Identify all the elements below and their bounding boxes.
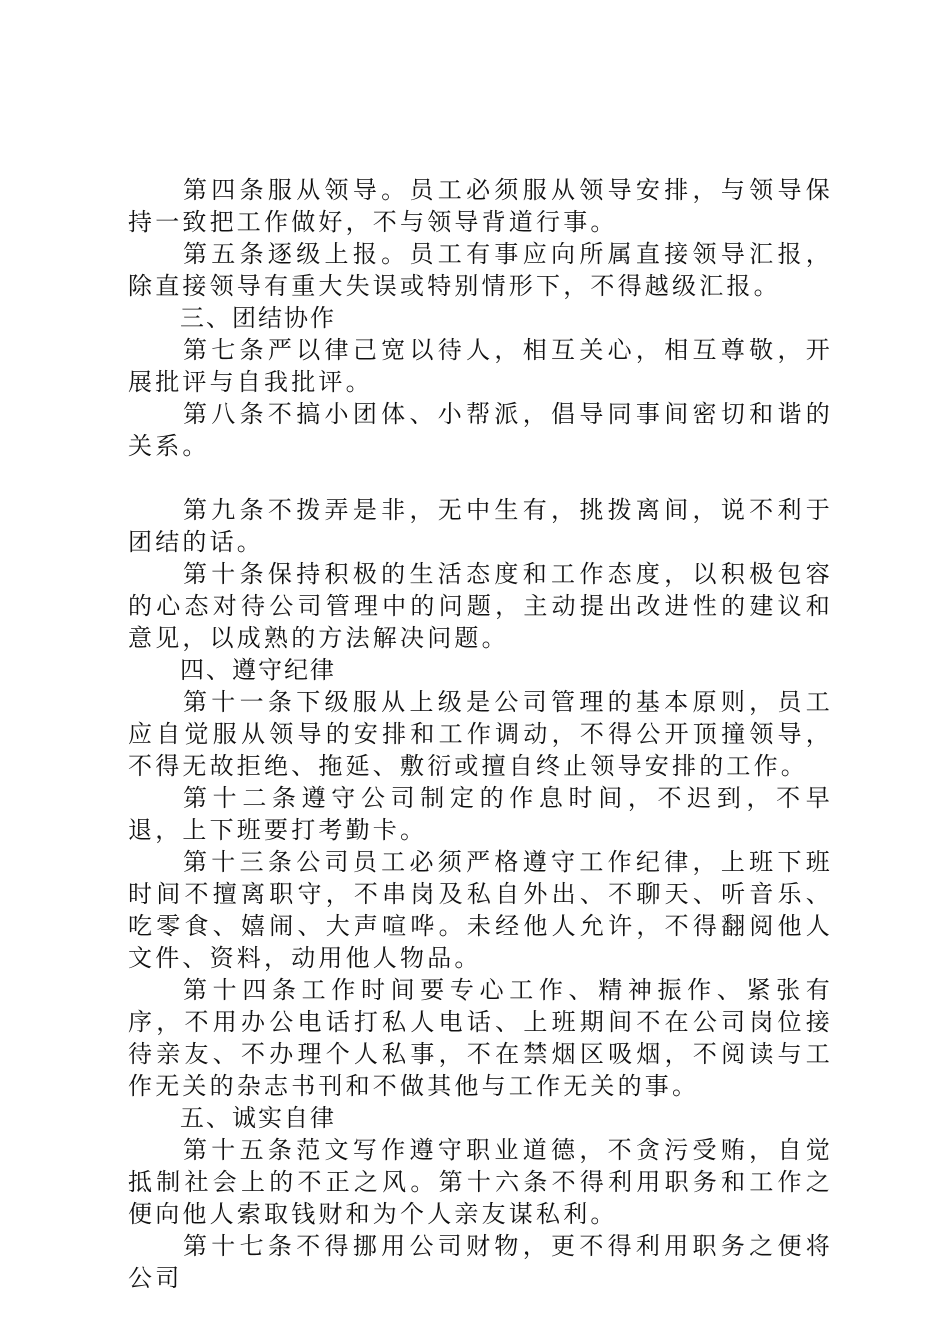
article-14: 第十四条工作时间要专心工作、精神振作、紧张有序，不用办公电话打私人电话、上班期间不在公司岗位接待亲友、不办理个人私事，不在禁烟区吸烟，不阅读与工作无关的杂志书刊和不做其他与工作无关的事。 [128, 976, 833, 1100]
article-11: 第十一条下级服从上级是公司管理的基本原则，员工应自觉服从领导的安排和工作调动，不得公开顶撞领导，不得无故拒绝、拖延、敷衍或擅自终止领导安排的工作。 [128, 688, 833, 780]
article-12: 第十二条遵守公司制定的作息时间，不迟到，不早退，上下班要打考勤卡。 [128, 784, 833, 844]
section-heading-3: 三、团结协作 [180, 304, 336, 332]
article-17: 第十七条不得挪用公司财物，更不得利用职务之便将公司 [128, 1232, 833, 1292]
article-9: 第九条不拨弄是非，无中生有，挑拨离间，说不利于团结的话。 [128, 496, 833, 556]
article-5: 第五条逐级上报。员工有事应向所属直接领导汇报，除直接领导有重大失误或特别情形下，不得越级汇报。 [128, 240, 833, 300]
article-4: 第四条服从领导。员工必须服从领导安排，与领导保持一致把工作做好，不与领导背道行事。 [128, 176, 833, 236]
article-10: 第十条保持积极的生活态度和工作态度，以积极包容的心态对待公司管理中的问题，主动提出改进性的建议和意见，以成熟的方法解决问题。 [128, 560, 833, 652]
article-8: 第八条不搞小团体、小帮派，倡导同事间密切和谐的关系。 [128, 400, 833, 460]
article-7: 第七条严以律己宽以待人，相互关心，相互尊敬，开展批评与自我批评。 [128, 336, 833, 396]
article-13: 第十三条公司员工必须严格遵守工作纪律，上班下班时间不擅离职守，不串岗及私自外出、不聊天、听音乐、吃零食、嬉闹、大声喧哗。未经他人允许，不得翻阅他人文件、资料，动用他人物品。 [128, 848, 833, 972]
section-heading-5: 五、诚实自律 [180, 1104, 336, 1132]
blank-line [128, 462, 833, 494]
article-15-16: 第十五条范文写作遵守职业道德，不贪污受贿，自觉抵制社会上的不正之风。第十六条不得利用职务和工作之便向他人索取钱财和为个人亲友谋私利。 [128, 1136, 833, 1228]
section-heading-4: 四、遵守纪律 [180, 656, 336, 684]
document-body [128, 174, 833, 1294]
